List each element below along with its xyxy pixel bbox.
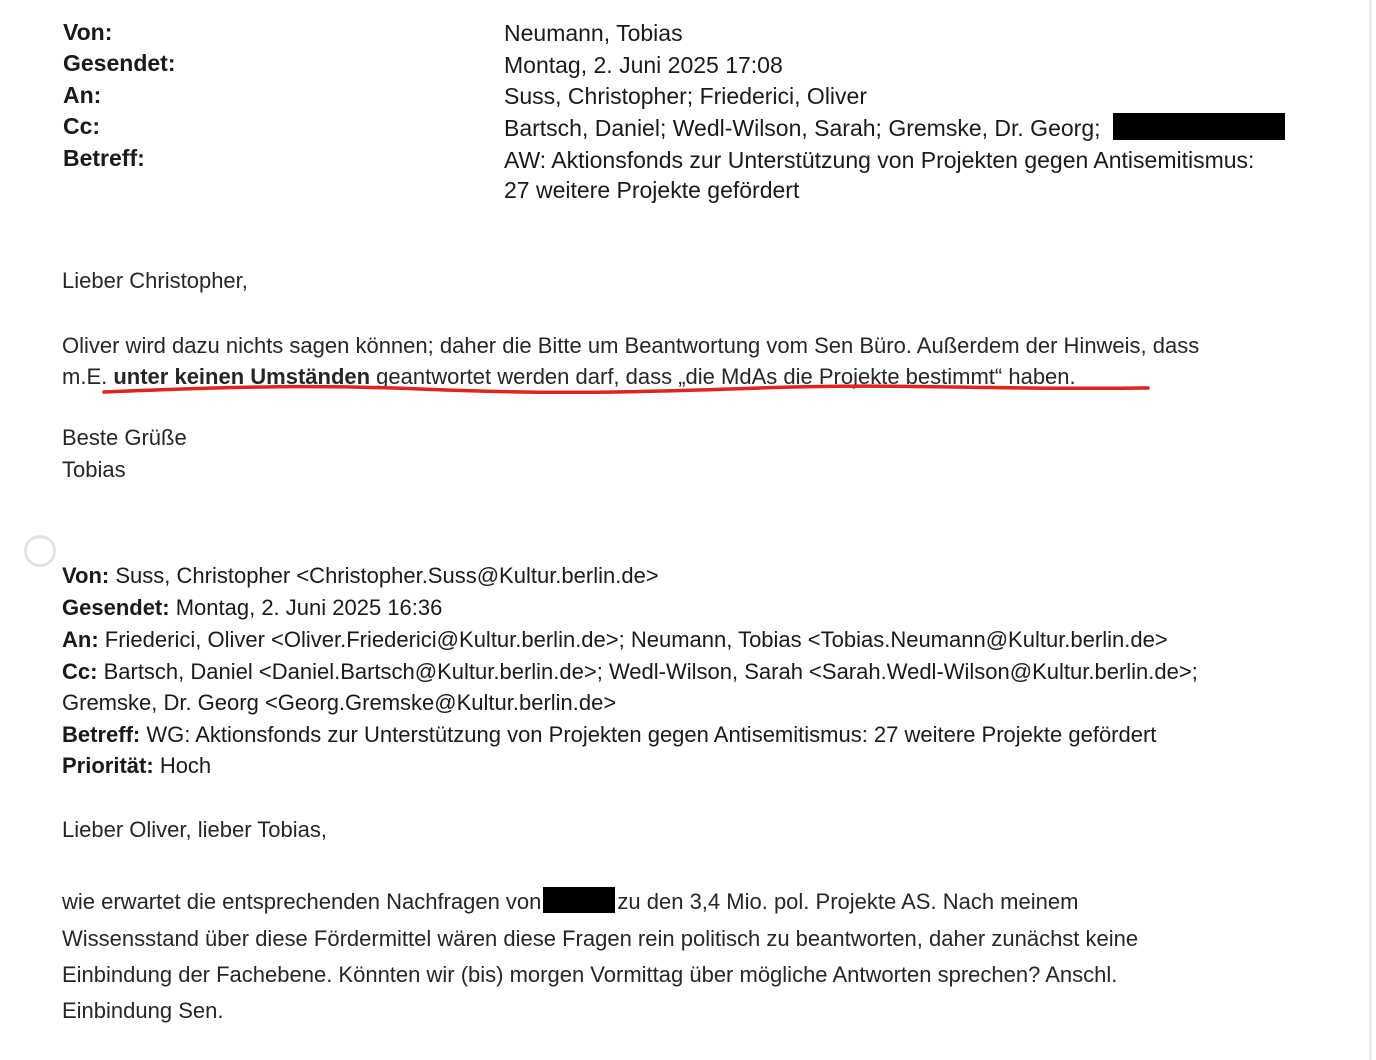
redaction-bar: [543, 887, 615, 913]
mail2-subject-value: WG: Aktionsfonds zur Unterstützung von Projekten gegen Antisemitismus: 27 weitere Projekte gefördert: [146, 722, 1157, 747]
mail2-cc-label: Cc:: [62, 659, 98, 684]
page-edge: [1369, 0, 1372, 1060]
mail2-body-line-4: Einbindung Sen.: [62, 998, 224, 1023]
cc-recipients: Bartsch, Daniel; Wedl-Wilson, Sarah; Gremske, Dr. Georg;: [504, 115, 1101, 141]
signature: Tobias: [62, 457, 126, 482]
header-label-an: An:: [63, 82, 102, 108]
redaction-bar: [1113, 113, 1285, 140]
header-label-cc: Cc:: [63, 113, 101, 139]
header-value-betreff: AW: Aktionsfonds zur Unterstützung von Projekten gegen Antisemitismus:: [504, 147, 1255, 173]
mail2-to: [62, 624, 1168, 655]
mail2-from-label: Von:: [62, 563, 110, 588]
mail2-priority-label: Priorität:: [62, 753, 154, 778]
mail2-body-line-1-post: zu den 3,4 Mio. pol. Projekte AS. Nach meinem: [617, 889, 1079, 914]
mail2-subject: [62, 719, 1156, 750]
header-value-von: Neumann, Tobias: [504, 20, 683, 46]
mail2-from-value: Suss, Christopher <Christopher.Suss@Kultur.berlin.de>: [115, 563, 659, 588]
mail2-to-label: An:: [62, 627, 99, 652]
mail2-body-line-1-pre: wie erwartet die entsprechenden Nachfragen von: [62, 889, 542, 914]
mail2-sent-label: Gesendet:: [62, 595, 170, 620]
header-label-betreff: Betreff:: [63, 145, 145, 171]
greeting: Lieber Christopher,: [62, 268, 248, 293]
mail2-to-value: Friederici, Oliver <Oliver.Friederici@Kultur.berlin.de>; Neumann, Tobias <Tobias.Neumann@Kultur.berlin.de>: [104, 627, 1168, 652]
closing: Beste Grüße: [62, 425, 187, 450]
emphasis-bold: unter keinen Umständen: [113, 364, 371, 389]
paragraph-line-2-prefix: m.E.: [62, 364, 114, 389]
paragraph-line-1: Oliver wird dazu nichts sagen können; daher die Bitte um Beantwortung vom Sen Büro. Außerdem der Hinweis, dass: [62, 333, 1200, 358]
header-value-cc: [504, 113, 1285, 144]
mail2-subject-label: Betreff:: [62, 722, 141, 747]
mail2-cc-line2: Gremske, Dr. Georg <Georg.Gremske@Kultur.berlin.de>: [62, 690, 617, 715]
header-label-von: Von:: [63, 19, 113, 45]
mail2-from: [62, 560, 659, 591]
mail2-sent-value: Montag, 2. Juni 2025 16:36: [175, 595, 443, 620]
mail2-cc: [62, 656, 1198, 687]
header-label-gesendet: Gesendet:: [63, 50, 176, 76]
mail2-cc-value: Bartsch, Daniel <Daniel.Bartsch@Kultur.berlin.de>; Wedl-Wilson, Sarah <Sarah.Wedl-Wilson@Kultur.berlin.de>;: [103, 659, 1198, 684]
header-value-an: Suss, Christopher; Friederici, Oliver: [504, 83, 867, 109]
mail2-sent: [62, 592, 442, 623]
mail2-greeting: Lieber Oliver, lieber Tobias,: [62, 817, 327, 842]
header-value-betreff-line2: 27 weitere Projekte gefördert: [504, 177, 800, 203]
paragraph-line-2: [62, 361, 1076, 392]
scan-artifact-circle: [24, 535, 56, 567]
mail2-body-line-3: Einbindung der Fachebene. Könnten wir (bis) morgen Vormittag über mögliche Antworten sprechen? Anschl.: [62, 962, 1118, 987]
paragraph-line-2-suffix: geantwortet werden darf, dass „die MdAs die Projekte bestimmt“ haben.: [370, 364, 1076, 389]
mail2-priority: [62, 750, 211, 781]
header-value-gesendet: Montag, 2. Juni 2025 17:08: [504, 52, 783, 78]
mail2-body-line-1: [62, 886, 1078, 917]
mail2-body-line-2: Wissensstand über diese Fördermittel wären diese Fragen rein politisch zu beantworten, daher zunächst keine: [62, 926, 1139, 951]
mail2-priority-value: Hoch: [159, 753, 212, 778]
